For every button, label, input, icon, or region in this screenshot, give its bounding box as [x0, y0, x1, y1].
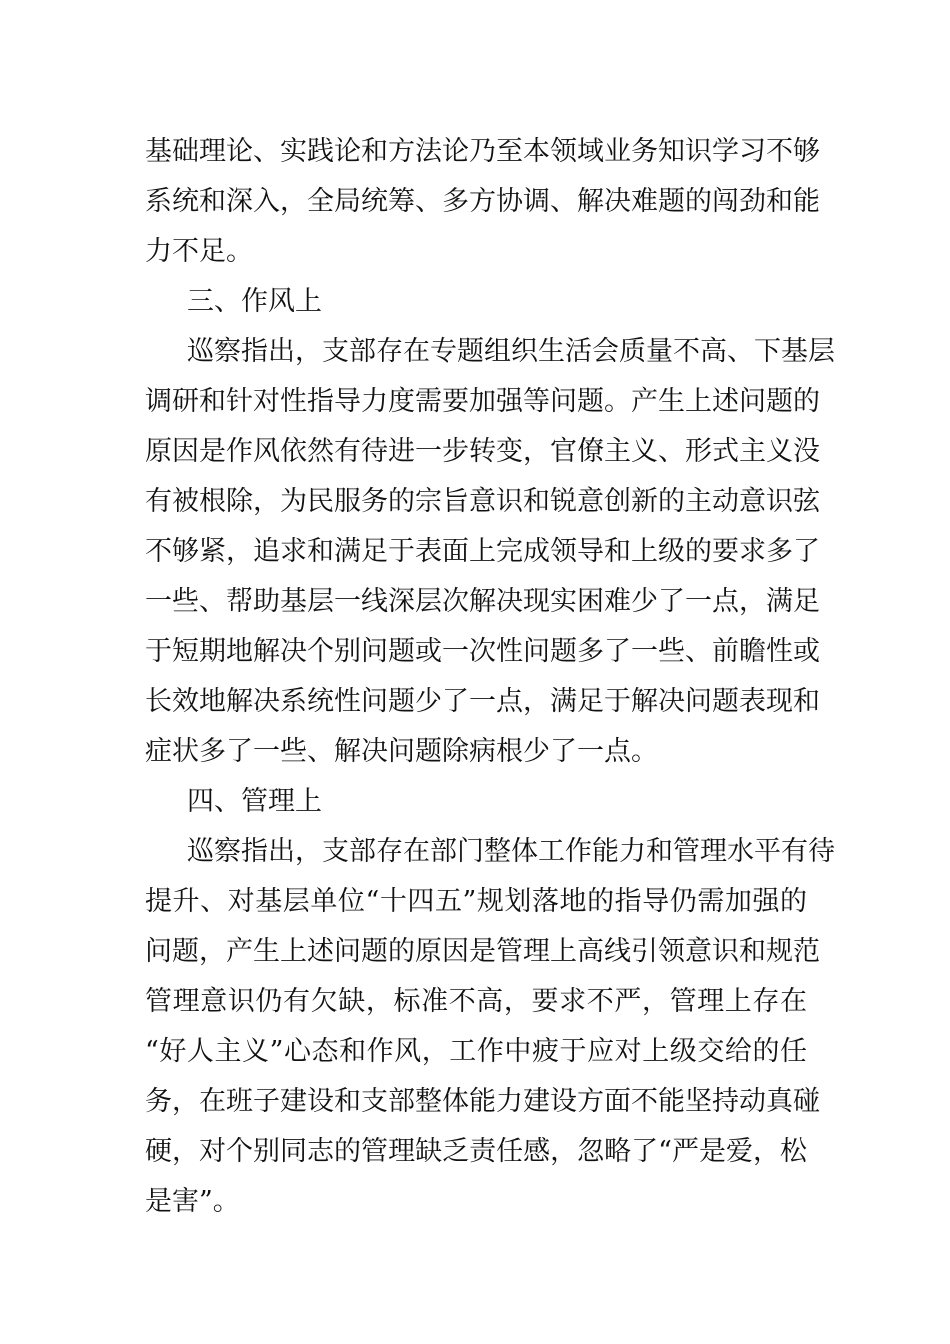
text-line: 务，在班子建设和支部整体能力建设方面不能坚持动真碰 — [145, 1086, 820, 1117]
text-line: 调研和针对性指导力度需要加强等问题。产生上述问题的 — [145, 386, 820, 417]
text-line: 问题，产生上述问题的原因是管理上高线引领意识和规范 — [145, 936, 820, 967]
text-line: 提升、对基层单位“十四五”规划落地的指导仍需加强的 — [145, 886, 807, 917]
text-line: 硬，对个别同志的管理缺乏责任感，忽略了“严是爱，松 — [145, 1136, 807, 1167]
section-heading: 四、管理上 — [187, 786, 322, 817]
text-line: 基础理论、实践论和方法论乃至本领域业务知识学习不够 — [145, 136, 820, 167]
document-body — [145, 127, 835, 1227]
text-line: 症状多了一些、解决问题除病根少了一点。 — [145, 736, 658, 767]
text-line: “好人主义”心态和作风，工作中疲于应对上级交给的任 — [145, 1036, 807, 1067]
text-line: 系统和深入，全局统筹、多方协调、解决难题的闯劲和能 — [145, 186, 820, 217]
text-line: 有被根除，为民服务的宗旨意识和锐意创新的主动意识弦 — [145, 486, 820, 517]
text-line: 原因是作风依然有待进一步转变，官僚主义、形式主义没 — [145, 436, 820, 467]
text-line: 不够紧，追求和满足于表面上完成领导和上级的要求多了 — [145, 536, 820, 567]
text-line: 巡察指出，支部存在部门整体工作能力和管理水平有待 — [187, 836, 835, 867]
text-line: 力不足。 — [145, 236, 253, 267]
text-line: 管理意识仍有欠缺，标准不高，要求不严，管理上存在 — [145, 986, 807, 1017]
text-line: 于短期地解决个别问题或一次性问题多了一些、前瞻性或 — [145, 636, 820, 667]
section-heading: 三、作风上 — [187, 286, 322, 317]
text-line: 一些、帮助基层一线深层次解决现实困难少了一点，满足 — [145, 586, 820, 617]
text-line: 是害”。 — [145, 1186, 240, 1217]
text-line: 长效地解决系统性问题少了一点，满足于解决问题表现和 — [145, 686, 820, 717]
text-line: 巡察指出，支部存在专题组织生活会质量不高、下基层 — [187, 336, 835, 367]
